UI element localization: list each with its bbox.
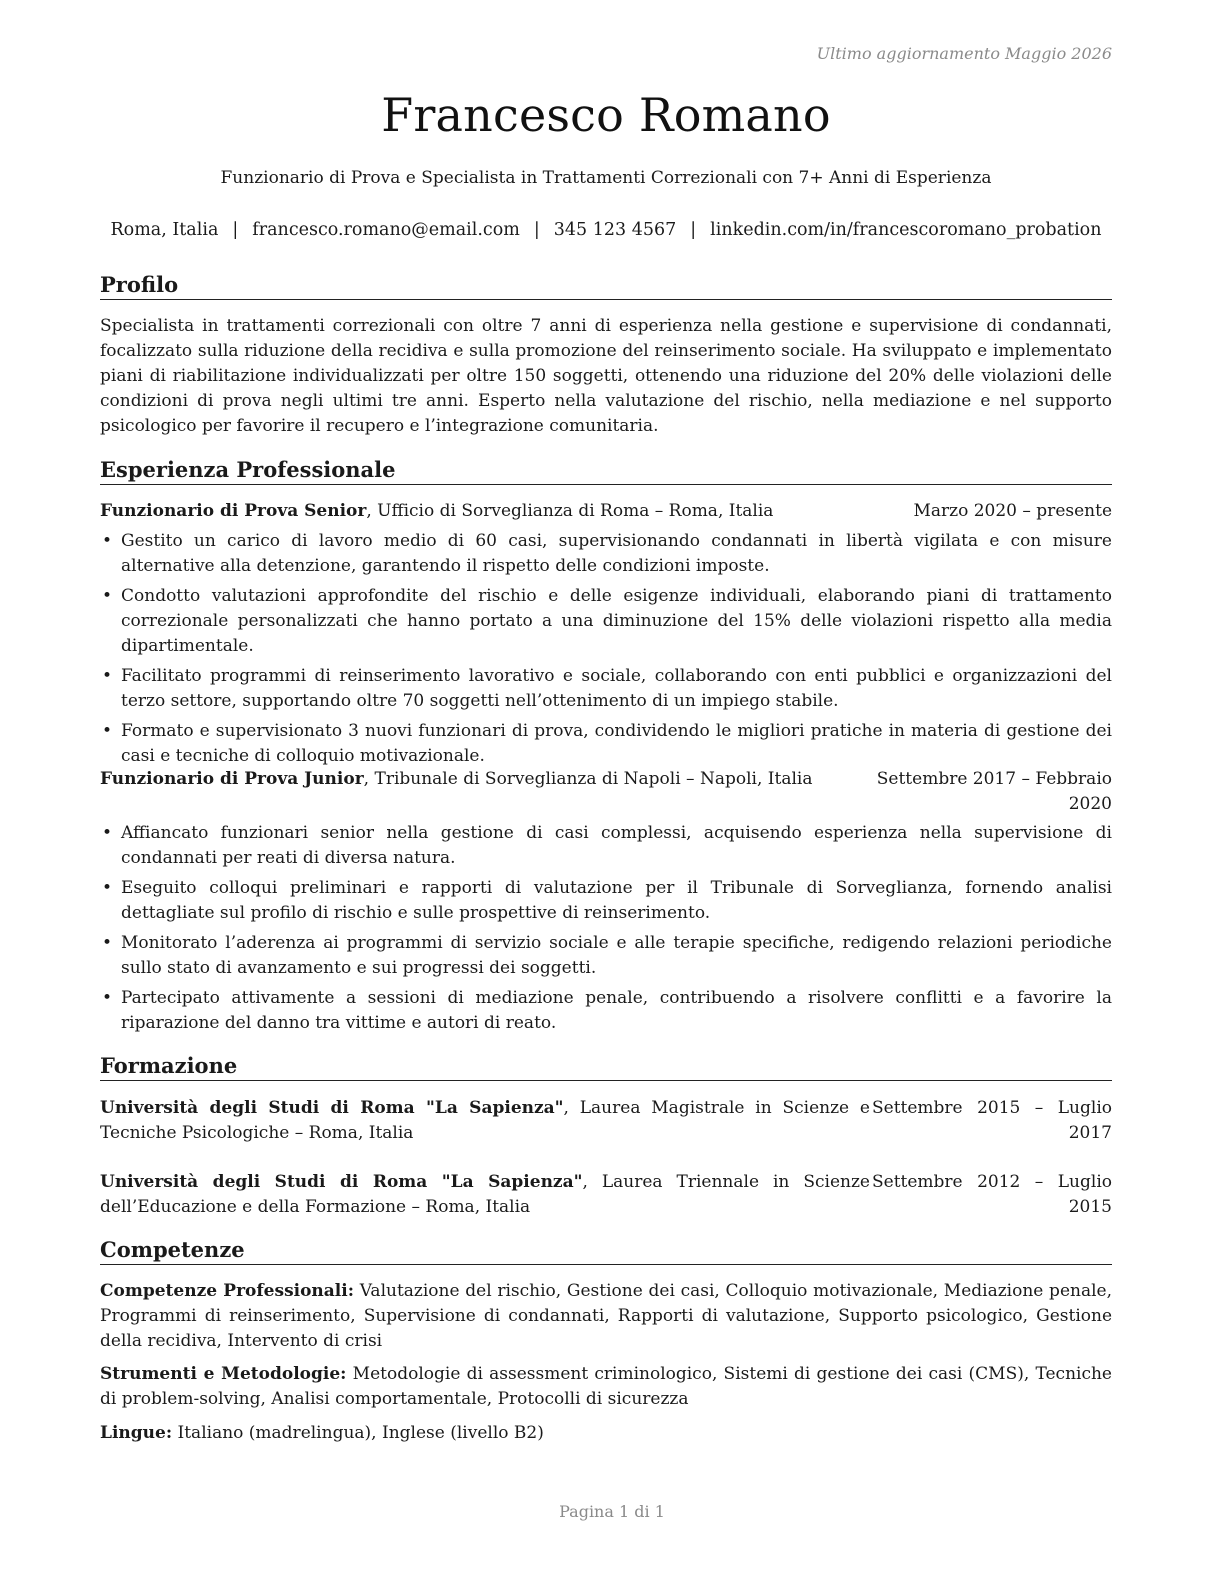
bullet-icon: • bbox=[102, 988, 113, 1008]
bullet-text: Partecipato attivamente a sessioni di mediazione penale, contribuendo a risolvere conflitti e a favorire la riparazione del danno tra vittime e autori di reato. bbox=[121, 988, 1112, 1033]
education-description bbox=[100, 1170, 870, 1220]
bullet-text: Formato e supervisionato 3 nuovi funzionari di prova, condividendo le migliori pratiche in materia di gestione dei casi e tecniche di colloquio motivazionale. bbox=[121, 721, 1112, 766]
contact-separator: | bbox=[533, 220, 540, 240]
education-degree: , Laurea Triennale in Scienze dell’Educazione e della Formazione – Roma, Italia bbox=[100, 1172, 870, 1217]
education-dates: Settembre 2015 – Luglio 2017 bbox=[872, 1098, 1112, 1143]
job-header bbox=[100, 499, 1112, 524]
education-item bbox=[100, 1096, 1112, 1146]
skill-label: Lingue: bbox=[100, 1423, 173, 1443]
job-header bbox=[100, 767, 1112, 817]
skill-group bbox=[100, 1362, 1112, 1412]
contact-separator: | bbox=[690, 220, 697, 240]
job-dates: Marzo 2020 – presente bbox=[913, 501, 1112, 521]
education-school: Università degli Studi di Roma "La Sapienza" bbox=[100, 1172, 583, 1192]
job-organization: , Ufficio di Sorveglianza di Roma – Roma, Italia bbox=[366, 501, 774, 521]
section-title-skills: Competenze bbox=[100, 1236, 1112, 1265]
skill-list: Metodologie di assessment criminologico, Sistemi di gestione dei casi (CMS), Tecniche di problem-solving, Analisi comportamentale, Protocolli di sicurezza bbox=[100, 1364, 1112, 1409]
list-item bbox=[100, 931, 1112, 981]
job-role: Funzionario di Prova Junior bbox=[100, 769, 364, 789]
section-title-profile: Profilo bbox=[100, 271, 1112, 300]
job-title-line bbox=[100, 767, 812, 792]
list-item bbox=[100, 664, 1112, 714]
section-title-experience: Esperienza Professionale bbox=[100, 456, 1112, 485]
skill-list: Italiano (madrelingua), Inglese (livello B2) bbox=[172, 1423, 544, 1443]
bullet-text: Eseguito colloqui preliminari e rapporti di valutazione per il Tribunale di Sorveglianza, fornendo analisi dettagliate sul profilo di rischio e sulle prospettive di reinserimento. bbox=[121, 878, 1112, 923]
education-description bbox=[100, 1096, 870, 1146]
skill-group bbox=[100, 1421, 1112, 1446]
list-item bbox=[100, 876, 1112, 926]
page-number: Pagina 1 di 1 bbox=[559, 1502, 665, 1521]
job-dates: Settembre 2017 – Febbraio 2020 bbox=[876, 769, 1112, 814]
job-title-line bbox=[100, 499, 773, 524]
contact-separator: | bbox=[232, 220, 239, 240]
bullet-icon: • bbox=[102, 933, 113, 953]
list-item bbox=[100, 821, 1112, 871]
bullet-icon: • bbox=[102, 721, 113, 741]
job-bullets bbox=[100, 529, 1112, 774]
last-updated: Ultimo aggiornamento Maggio 2026 bbox=[816, 44, 1112, 63]
list-item bbox=[100, 719, 1112, 769]
profile-summary: Specialista in trattamenti correzionali con oltre 7 anni di esperienza nella gestione e supervisione di condannati, focalizzato sulla riduzione della recidiva e sulla promozione del reinserimento sociale. Ha sviluppato e implementato piani di riabilitazione individualizzati per oltre 150 soggetti, ottenendo una riduzione del 20% delle violazioni delle condizioni di prova negli ultimi tre anni. Esperto nella valutazione del rischio, nella mediazione e nel supporto psicologico per favorire il recupero e l’integrazione comunitaria. bbox=[100, 316, 1112, 436]
list-item bbox=[100, 986, 1112, 1036]
job-role: Funzionario di Prova Senior bbox=[100, 501, 367, 521]
contact-line bbox=[80, 220, 1132, 240]
bullet-text: Condotto valutazioni approfondite del rischio e delle esigenze individuali, elaborando piani di trattamento correzionale personalizzati che hanno portato a una diminuzione del 15% delle violazioni rispetto alla media dipartimentale. bbox=[121, 586, 1112, 656]
skill-group bbox=[100, 1279, 1112, 1354]
bullet-text: Monitorato l’aderenza ai programmi di servizio sociale e alle terapie specifiche, redigendo relazioni periodiche sullo stato di avanzamento e sui progressi dei soggetti. bbox=[121, 933, 1112, 978]
education-school: Università degli Studi di Roma "La Sapienza" bbox=[100, 1098, 564, 1118]
contact-linkedin[interactable]: linkedin.com/in/francescoromano_probation bbox=[710, 220, 1102, 240]
contact-location: Roma, Italia bbox=[110, 220, 219, 240]
candidate-name: Francesco Romano bbox=[381, 88, 831, 142]
skill-list: Valutazione del rischio, Gestione dei casi, Colloquio motivazionale, Mediazione penale, Programmi di reinserimento, Supervisione di condannati, Rapporti di valutazione, Supporto psicologico, Gestione della recidiva, Intervento di crisi bbox=[100, 1281, 1112, 1351]
bullet-text: Gestito un carico di lavoro medio di 60 casi, supervisionando condannati in libertà vigilata e con misure alternative alla detenzione, garantendo il rispetto delle condizioni imposte. bbox=[121, 531, 1112, 576]
education-degree: , Laurea Magistrale in Scienze e Tecniche Psicologiche – Roma, Italia bbox=[100, 1098, 870, 1143]
contact-email[interactable]: francesco.romano@email.com bbox=[252, 220, 520, 240]
section-title-education: Formazione bbox=[100, 1052, 1112, 1081]
bullet-icon: • bbox=[102, 531, 113, 551]
bullet-text: Facilitato programmi di reinserimento lavorativo e sociale, collaborando con enti pubblici e organizzazioni del terzo settore, supportando oltre 70 soggetti nell’ottenimento di un impiego stabile. bbox=[121, 666, 1112, 711]
bullet-icon: • bbox=[102, 878, 113, 898]
job-bullets bbox=[100, 821, 1112, 1041]
list-item bbox=[100, 584, 1112, 659]
education-item bbox=[100, 1170, 1112, 1220]
skill-label: Competenze Professionali: bbox=[100, 1281, 354, 1301]
bullet-text: Affiancato funzionari senior nella gestione di casi complessi, acquisendo esperienza nella supervisione di condannati per reati di diversa natura. bbox=[121, 823, 1112, 868]
bullet-icon: • bbox=[102, 823, 113, 843]
bullet-icon: • bbox=[102, 666, 113, 686]
job-organization: , Tribunale di Sorveglianza di Napoli – Napoli, Italia bbox=[363, 769, 813, 789]
education-dates: Settembre 2012 – Luglio 2015 bbox=[872, 1172, 1112, 1217]
headline: Funzionario di Prova e Specialista in Trattamenti Correzionali con 7+ Anni di Esperienza bbox=[220, 168, 992, 188]
list-item bbox=[100, 529, 1112, 579]
bullet-icon: • bbox=[102, 586, 113, 606]
skill-label: Strumenti e Metodologie: bbox=[100, 1364, 347, 1384]
contact-phone: 345 123 4567 bbox=[553, 220, 677, 240]
